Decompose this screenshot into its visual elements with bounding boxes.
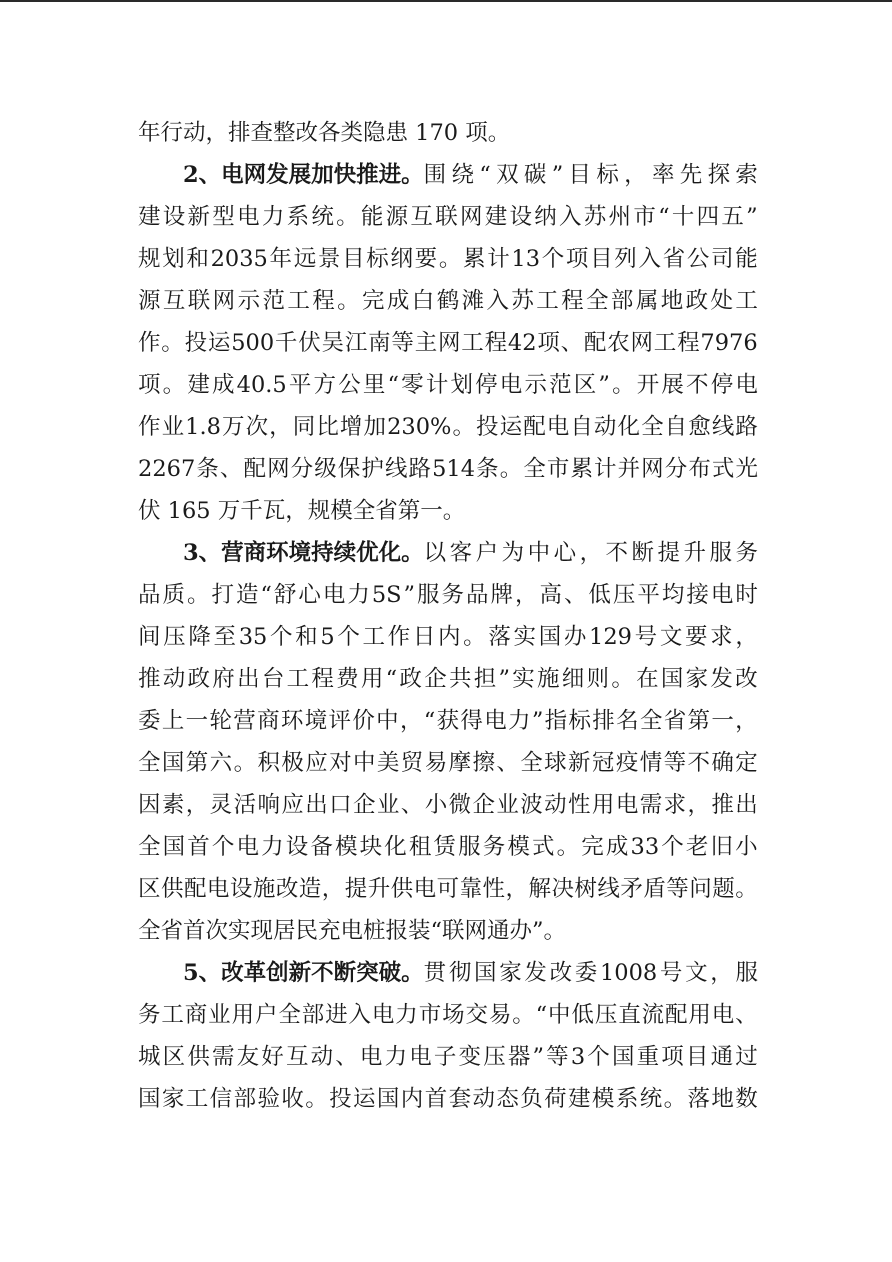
text-line: 因 素 ， 灵 活 响 应 出 口 企 业 、 小 微 企 业 波 动 性 用 电 需 求 ， 推 出 [138, 792, 758, 818]
paragraph-2 [138, 154, 758, 532]
text-line: 国 家 工 信 部 验 收 。 投 运 国 内 首 套 动 态 负 荷 建 模 系 统 。 落 地 数 [138, 1086, 758, 1112]
text-line: 作 业 1.8 万 次 ， 同 比 增 加 230% 。 投 运 配 电 自 动 化 全 自 愈 线 路 [138, 414, 758, 440]
text-line: 作 。 投 运 500 千 伏 吴 江 南 等 主 网 工 程 42 项 、 配 农 网 工 程 7976 [138, 330, 758, 356]
text-line: 2、电网发展加快推进。 围 绕 “ 双 碳 ” 目 标 ， 率 先 探 索 [138, 154, 758, 196]
text-line: 2267 条 、 配 网 分 级 保 护 线 路 514 条 。 全 市 累 计 并 网 分 布 式 光 [138, 456, 758, 482]
text-line: 全 国 首 个 电 力 设 备 模 块 化 租 赁 服 务 模 式 。 完 成 33 个 老 旧 小 [138, 834, 758, 860]
section-heading: 5、改革创新不断突破。 [183, 960, 424, 986]
section-heading: 2、电网发展加快推进。 [183, 162, 424, 188]
top-border-line [0, 0, 892, 2]
text-line: 5、改革创新不断突破。 贯 彻 国 家 发 改 委 1008 号 文 ， 服 [138, 952, 758, 994]
text-line: 全省首次实现居民充电桩报装“联网通办”。 [138, 918, 567, 944]
paragraph-5 [138, 952, 758, 1120]
text-line: 城 区 供 需 友 好 互 动 、 电 力 电 子 变 压 器 ” 等 3 个 国 重 项 目 通 过 [138, 1044, 758, 1070]
text-line: 务 工 商 业 用 户 全 部 进 入 电 力 市 场 交 易 。 “ 中 低 压 直 流 配 用 电 、 [138, 1002, 758, 1028]
text-line: 推 动 政 府 出 台 工 程 费 用 “ 政 企 共 担 ” 实 施 细 则 。 在 国 家 发 改 [138, 666, 758, 692]
text-line: 3、营商环境持续优化。 以 客 户 为 中 心 ， 不 断 提 升 服 务 [138, 532, 758, 574]
text-line: 伏 165 万千瓦，规模全省第一。 [138, 498, 466, 524]
text-line: 年行动，排查整改各类隐患 170 项。 [138, 120, 511, 146]
document-page [138, 112, 758, 1120]
text-line: 区 供 配 电 设 施 改 造 ， 提 升 供 电 可 靠 性 ， 解 决 树 线 矛 盾 等 问 题 。 [138, 876, 758, 902]
text-line: 建 设 新 型 电 力 系 统 。 能 源 互 联 网 建 设 纳 入 苏 州 市 “ 十 四 五 ” [138, 204, 758, 230]
paragraph-1 [138, 112, 758, 154]
text-line: 委 上 一 轮 营 商 环 境 评 价 中 ， “ 获 得 电 力 ” 指 标 排 名 全 省 第 一 ， [138, 708, 758, 734]
section-heading: 3、营商环境持续优化。 [183, 540, 424, 566]
text-line: 全 国 第 六 。 积 极 应 对 中 美 贸 易 摩 擦 、 全 球 新 冠 疫 情 等 不 确 定 [138, 750, 758, 776]
text-line: 规 划 和 2035 年 远 景 目 标 纲 要 。 累 计 13 个 项 目 列 入 省 公 司 能 [138, 246, 758, 272]
text-line: 项 。 建 成 40.5 平 方 公 里 “ 零 计 划 停 电 示 范 区 ” 。 开 展 不 停 电 [138, 372, 758, 398]
text-line: 间 压 降 至 35 个 和 5 个 工 作 日 内 。 落 实 国 办 129 号 文 要 求 ， [138, 624, 758, 650]
paragraph-3 [138, 532, 758, 952]
text-line: 品 质 。 打 造 “ 舒 心 电 力 5S ” 服 务 品 牌 ， 高 、 低 压 平 均 接 电 时 [138, 582, 758, 608]
text-line: 源 互 联 网 示 范 工 程 。 完 成 白 鹤 滩 入 苏 工 程 全 部 属 地 政 处 工 [138, 288, 758, 314]
